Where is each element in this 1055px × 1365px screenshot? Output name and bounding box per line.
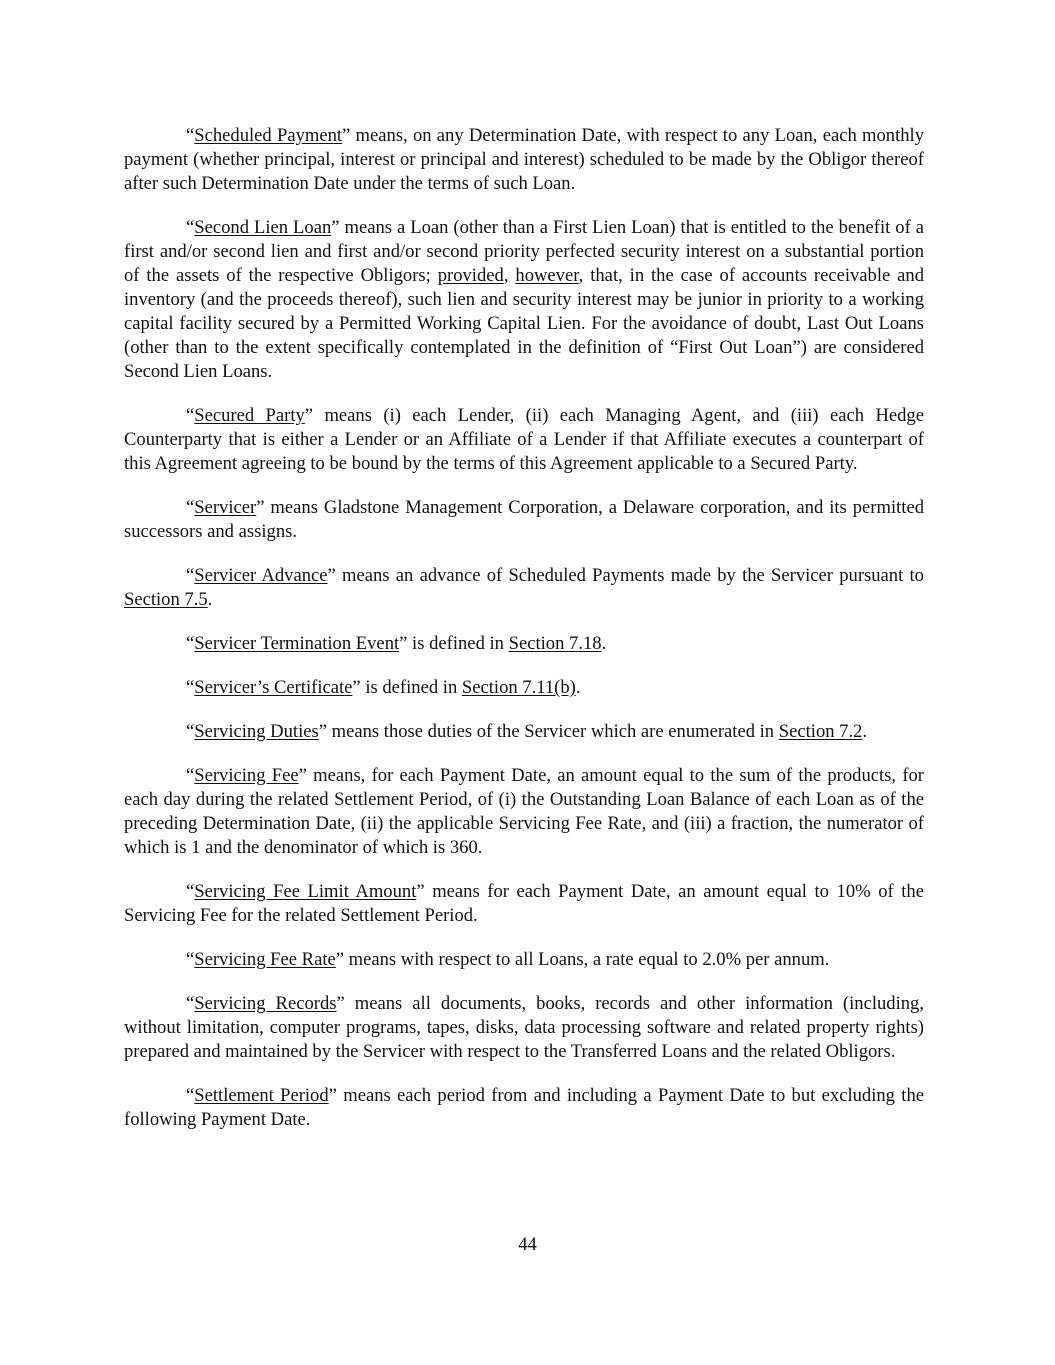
underlined-term: Section 7.2 [778,721,863,742]
definition-text: “ [186,1085,195,1106]
underlined-term: Servicing Fee Limit Amount [194,881,417,902]
definition-text: “ [186,405,195,426]
definition-paragraph [124,880,924,928]
underlined-term: Servicer Advance [194,565,328,586]
definition-text: ” means an advance of Scheduled Payments made by the Servicer pursuant to [327,565,924,586]
definition-text: ” means (i) each Lender, (ii) each Managing Agent, and (iii) each Hedge Counterparty that is either a Lender or an Affiliate of a Lender if that Affiliate executes a counterpart of this Agreement agreeing to be bound by the terms of this Agreement applicable to a Secured Party. [124,405,924,474]
underlined-term: Servicing Fee [194,765,299,786]
underlined-term: Section 7.11(b) [461,677,576,698]
definition-paragraph [124,992,924,1064]
underlined-term: Settlement Period [194,1085,329,1106]
underlined-term: Servicing Records [194,993,337,1014]
definition-text: “ [186,721,195,742]
underlined-term: Servicing Duties [194,721,319,742]
definition-text: “ [186,633,195,654]
definition-paragraph [124,496,924,544]
definition-text: “ [186,677,195,698]
definition-text: “ [186,497,195,518]
underlined-term: Scheduled Payment [194,125,343,146]
definition-paragraph [124,1084,924,1132]
definition-text: . [207,589,213,610]
definition-text: “ [186,125,195,146]
definition-text: ” is defined in [399,633,509,654]
definition-text: “ [186,765,195,786]
definition-paragraph [124,948,924,972]
page-number: 44 [518,1234,537,1255]
definition-paragraph [124,764,924,860]
definition-paragraph [124,124,924,196]
definition-text: ” means, for each Payment Date, an amount equal to the sum of the products, for each day during the related Settlement Period, of (i) the Outstanding Loan Balance of each Loan as of the preceding Determination Date, (ii) the applicable Servicing Fee Rate, and (iii) a fraction, the numerator of which is 1 and the denominator of which is 360. [124,765,924,858]
underlined-term: Servicing Fee Rate [194,949,336,970]
definition-paragraph [124,632,924,656]
definition-text: ” means with respect to all Loans, a rate equal to 2.0% per annum. [335,949,830,970]
underlined-term: Servicer’s Certificate [194,677,353,698]
underlined-term: Section 7.5 [124,589,208,610]
definition-paragraph [124,404,924,476]
underlined-term: provided [437,265,504,286]
definition-text: ” means those duties of the Servicer which are enumerated in [318,721,779,742]
underlined-term: however [515,265,579,286]
definition-text: ” means all documents, books, records and other information (including, without limitation, computer programs, tapes, disks, data processing software and related property rights) prepared and maintained by the Servicer with respect to the Transferred Loans and the related Obligors. [124,993,924,1062]
definition-paragraph [124,720,924,744]
definition-text: “ [186,565,195,586]
document-body [124,124,924,1152]
definition-text: . [601,633,607,654]
definition-paragraph [124,216,924,384]
definition-text: “ [186,949,195,970]
definition-text: ” is defined in [352,677,462,698]
definition-text: . [575,677,581,698]
definition-text: ” means, on any Determination Date, with respect to any Loan, each monthly payment (whether principal, interest or principal and interest) scheduled to be made by the Obligor thereof after such Determination Date under the terms of such Loan. [124,125,924,194]
definition-paragraph [124,564,924,612]
definition-paragraph [124,676,924,700]
underlined-term: Section 7.18 [508,633,602,654]
underlined-term: Secured Party [194,405,305,426]
definition-text: , [503,265,516,286]
definition-text: ” means for each Payment Date, an amount equal to 10% of the Servicing Fee for the related Settlement Period. [124,881,924,926]
definition-text: ” means a Loan (other than a First Lien Loan) that is entitled to the benefit of a first and/or second lien and first and/or second priority perfected security interest on a substantial portion of the assets of the respective Obligors; [124,217,924,286]
definition-text: “ [186,217,195,238]
underlined-term: Servicer Termination Event [194,633,400,654]
definition-text: , that, in the case of accounts receivable and inventory (and the proceeds thereof), such lien and security interest may be junior in priority to a working capital facility secured by a Permitted Working Capital Lien. For the avoidance of doubt, Last Out Loans (other than to the extent specifically contemplated in the definition of “First Out Loan”) are considered Second Lien Loans. [124,265,925,382]
underlined-term: Second Lien Loan [194,217,332,238]
underlined-term: Servicer [194,497,257,518]
definition-text: “ [186,993,195,1014]
definition-text: . [862,721,868,742]
definition-text: ” means each period from and including a Payment Date to but excluding the following Payment Date. [124,1085,924,1130]
definition-text: “ [186,881,195,902]
definition-text: ” means Gladstone Management Corporation, a Delaware corporation, and its permitted successors and assigns. [124,497,924,542]
